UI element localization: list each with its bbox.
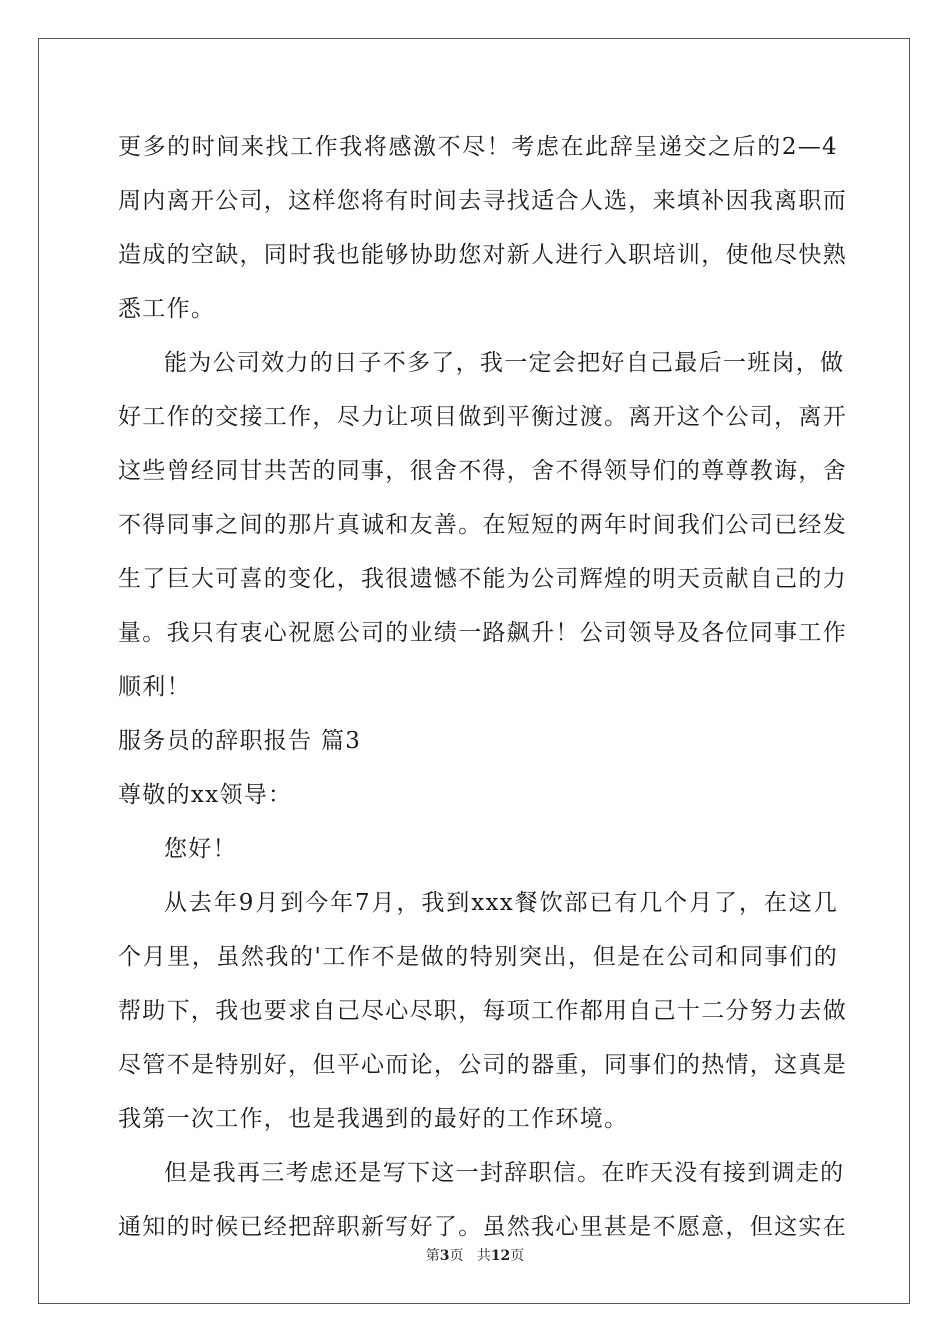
text-line: 不得同事之间的那片真诚和友善。在短短的两年时间我们公司已经发 [118, 512, 847, 538]
page-suffix: 页 [449, 1248, 464, 1264]
paragraph-start: 能为公司效力的日子不多了，我一定会把好自己最后一班岗，做 [164, 350, 845, 376]
page-prefix: 第 [425, 1248, 440, 1264]
text-line: 我第一次工作，也是我遇到的最好的工作环境。 [118, 1106, 629, 1132]
greeting: 您好！ [164, 836, 237, 862]
text-line: 更多的时间来找工作我将感激不尽！考虑在此辞呈递交之后的2—4 [118, 134, 838, 160]
text-line: 造成的空缺，同时我也能够协助您对新人进行入职培训，使他尽快熟 [118, 242, 847, 268]
paragraph-start: 但是我再三考虑还是写下这一封辞职信。在昨天没有接到调走的 [164, 1160, 845, 1186]
text-line: 周内离开公司，这样您将有时间去寻找适合人选，来填补因我离职而 [118, 188, 847, 214]
text-line: 个月里，虽然我的'工作不是做的特别突出，但是在公司和同事们的 [118, 944, 838, 970]
total-prefix: 共 [476, 1248, 491, 1264]
text-line: 量。我只有衷心祝愿公司的业绩一路飙升！公司领导及各位同事工作 [118, 620, 847, 646]
paragraph-start: 从去年9月到今年7月，我到xxx餐饮部已有几个月了，在这几 [164, 890, 838, 916]
salutation: 尊敬的xx领导： [118, 782, 293, 808]
total-suffix: 页 [510, 1248, 525, 1264]
text-line: 帮助下，我也要求自己尽心尽职，每项工作都用自己十二分努力去做 [118, 998, 847, 1024]
text-line: 生了巨大可喜的变化，我很遗憾不能为公司辉煌的明天贡献自己的力 [118, 566, 847, 592]
total-pages: 12 [490, 1248, 511, 1264]
text-line: 悉工作。 [118, 296, 216, 322]
page-footer [0, 1245, 950, 1265]
text-line: 这些曾经同甘共苦的同事，很舍不得，舍不得领导们的尊尊教诲，舍 [118, 458, 847, 484]
page-number: 3 [439, 1248, 450, 1264]
text-line: 尽管不是特别好，但平心而论，公司的器重，同事们的热情，这真是 [118, 1052, 847, 1078]
text-line: 好工作的交接工作，尽力让项目做到平衡过渡。离开这个公司，离开 [118, 404, 847, 430]
text-line: 通知的时候已经把辞职新写好了。虽然我心里甚是不愿意，但这实在 [118, 1214, 847, 1240]
text-line: 顺利！ [118, 674, 191, 700]
section-heading: 服务员的辞职报告 篇3 [118, 728, 362, 754]
